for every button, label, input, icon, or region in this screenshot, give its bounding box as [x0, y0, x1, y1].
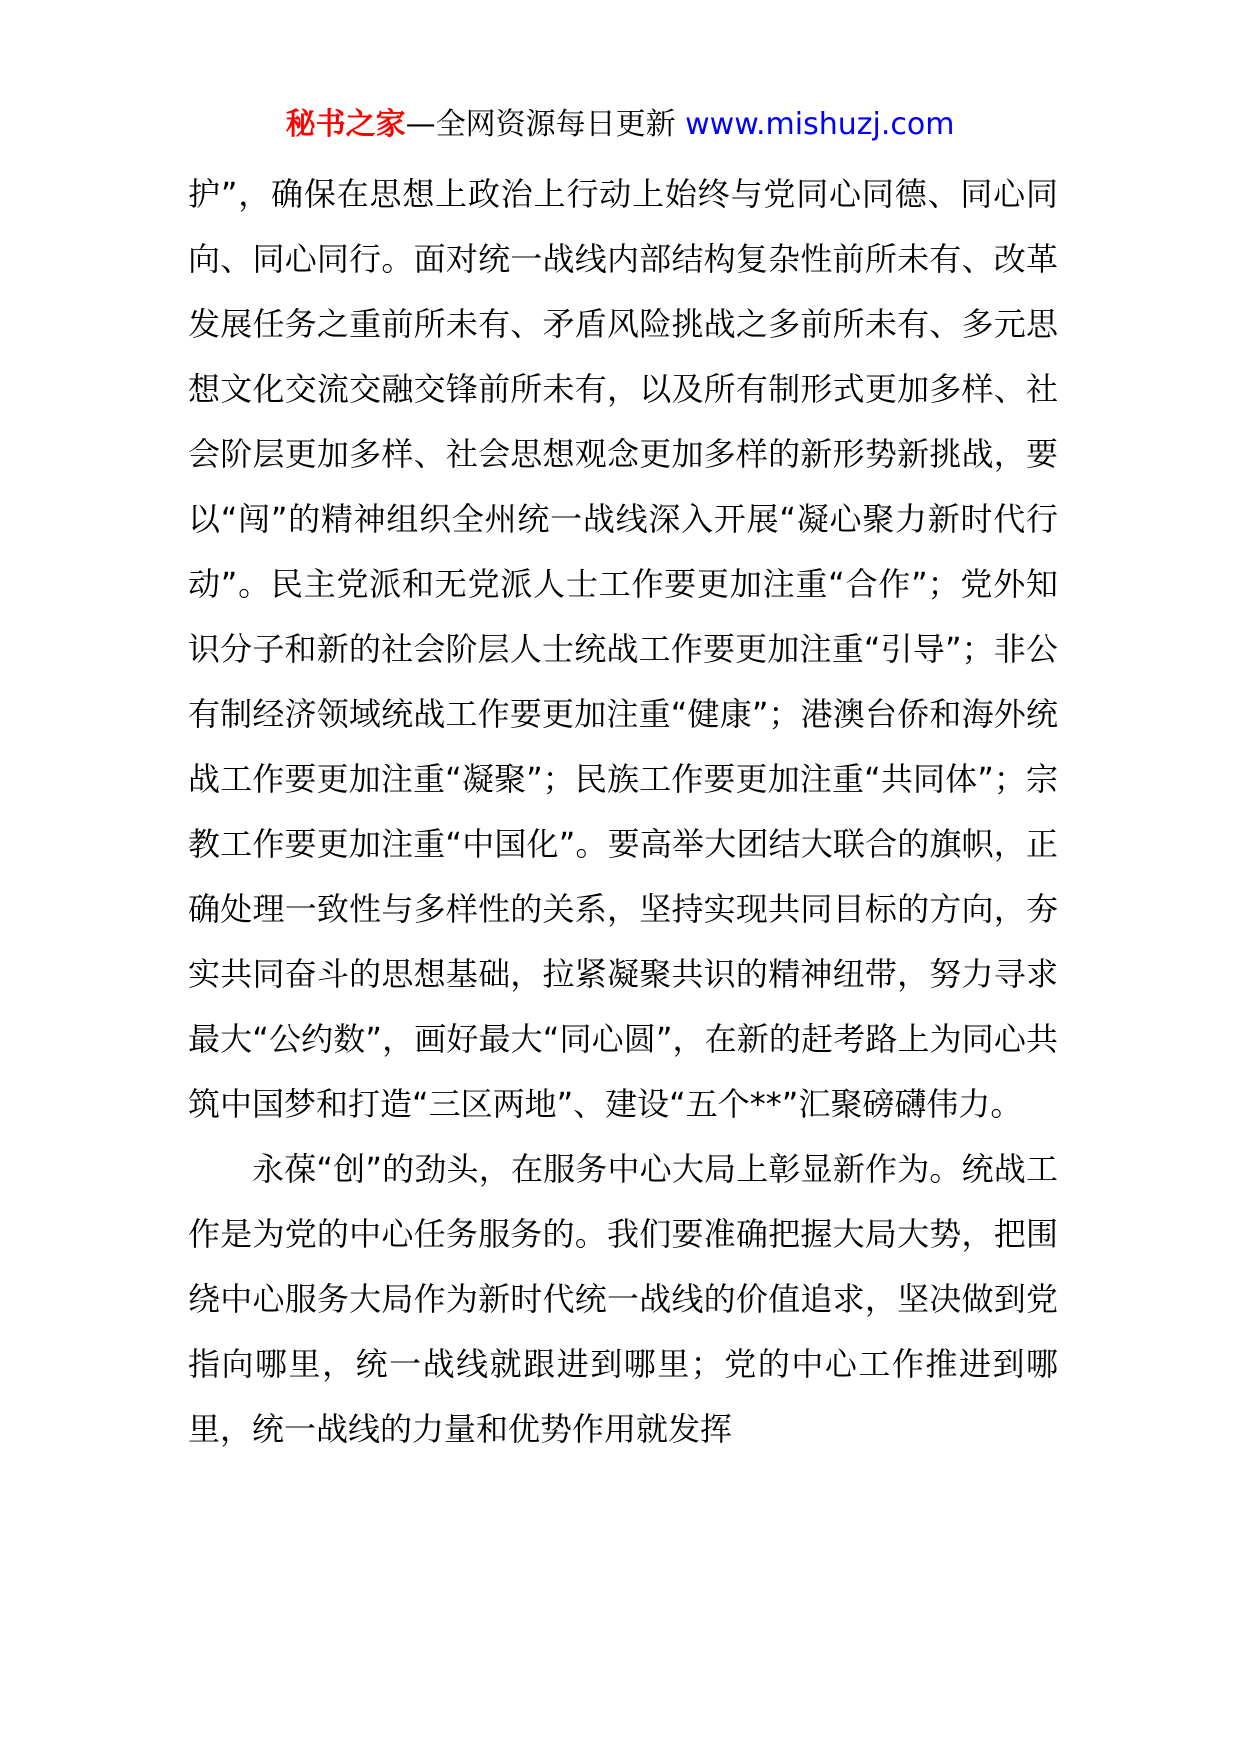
header-brand: 秘书之家: [285, 107, 406, 142]
header-tagline: —全网资源每日更新: [405, 107, 686, 142]
document-body: [188, 162, 1058, 1462]
header-site-url[interactable]: www.mishuzj.com: [685, 107, 955, 142]
page-header: [0, 100, 1240, 150]
paragraph-chuang: 永葆“创”的劲头，在服务中心大局上彰显新作为。统战工作是为党的中心任务服务的。我们要准确把握大局大势，把围绕中心服务大局作为新时代统一战线的价值追求，坚决做到党指向哪里，统一战线就跟进到哪里；党的中心工作推进到哪里，统一战线的力量和优势作用就发挥: [188, 1150, 1058, 1448]
paragraph-continued: 护”，确保在思想上政治上行动上始终与党同心同德、同心同向、同心同行。面对统一战线内部结构复杂性前所未有、改革发展任务之重前所未有、矛盾风险挑战之多前所未有、多元思想文化交流交融交锋前所未有，以及所有制形式更加多样、社会阶层更加多样、社会思想观念更加多样的新形势新挑战，要以“闯”的精神组织全州统一战线深入开展“凝心聚力新时代行动”。民主党派和无党派人士工作要更加注重“合作”；党外知识分子和新的社会阶层人士统战工作要更加注重“引导”；非公有制经济领域统战工作要更加注重“健康”；港澳台侨和海外统战工作要更加注重“凝聚”；民族工作要更加注重“共同体”；宗教工作要更加注重“中国化”。要高举大团结大联合的旗帜，正确处理一致性与多样性的关系，坚持实现共同目标的方向，夯实共同奋斗的思想基础，拉紧凝聚共识的精神纽带，努力寻求最大“公约数”，画好最大“同心圆”，在新的赶考路上为同心共筑中国梦和打造“三区两地”、建设“五个**”汇聚磅礴伟力。: [188, 175, 1058, 1123]
